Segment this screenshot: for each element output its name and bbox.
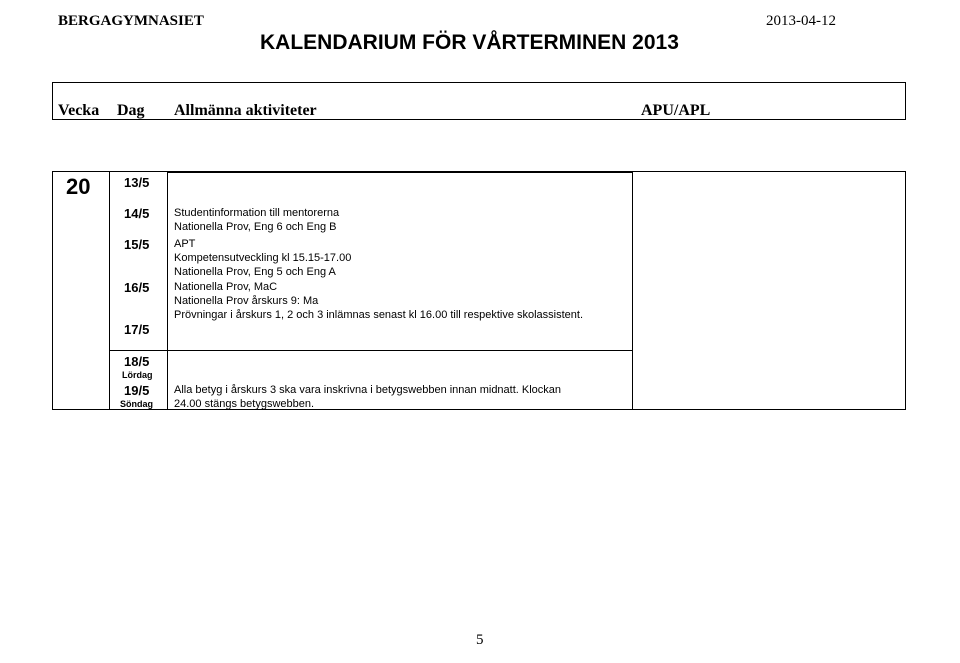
divider-activities-apu [632, 171, 633, 410]
page-title: KALENDARIUM FÖR VÅRTERMINEN 2013 [260, 31, 679, 54]
day-date: 19/5 [124, 383, 150, 398]
day-name: Lördag [122, 370, 153, 380]
activity-line: 24.00 stängs betygswebben. [174, 398, 315, 410]
column-header-day: Dag [117, 102, 145, 119]
activity-line: Kompetensutveckling kl 15.15-17.00 [174, 252, 352, 264]
day-date: 13/5 [124, 175, 150, 190]
page-number: 5 [476, 632, 484, 648]
divider-week-day [109, 171, 110, 410]
activity-line: Studentinformation till mentorerna [174, 207, 340, 219]
day-date: 15/5 [124, 237, 150, 252]
day-date: 16/5 [124, 280, 150, 295]
activity-line: Nationella Prov, Eng 6 och Eng B [174, 221, 337, 233]
column-header-apu: APU/APL [641, 102, 711, 119]
column-header-activities: Allmänna aktiviteter [174, 102, 317, 119]
divider-day-activities [167, 171, 168, 410]
school-name: BERGAGYMNASIET [58, 13, 204, 29]
column-header-week: Vecka [58, 102, 100, 119]
weekend-divider [109, 350, 632, 351]
activity-line: APT [174, 238, 196, 250]
activity-line: Nationella Prov årskurs 9: Ma [174, 295, 319, 307]
activity-line: Alla betyg i årskurs 3 ska vara inskrivna i betygswebben innan midnatt. Klockan [174, 384, 562, 396]
week-number: 20 [66, 174, 91, 199]
day-date: 17/5 [124, 322, 150, 337]
day-name: Söndag [120, 399, 153, 409]
document-date: 2013-04-12 [766, 13, 836, 29]
activity-line: Prövningar i årskurs 1, 2 och 3 inlämnas senast kl 16.00 till respektive skolassistent. [174, 309, 584, 321]
week-top-rule [167, 171, 632, 173]
activity-line: Nationella Prov, MaC [174, 281, 278, 293]
day-date: 18/5 [124, 354, 150, 369]
activity-line: Nationella Prov, Eng 5 och Eng A [174, 266, 336, 278]
day-date: 14/5 [124, 206, 150, 221]
